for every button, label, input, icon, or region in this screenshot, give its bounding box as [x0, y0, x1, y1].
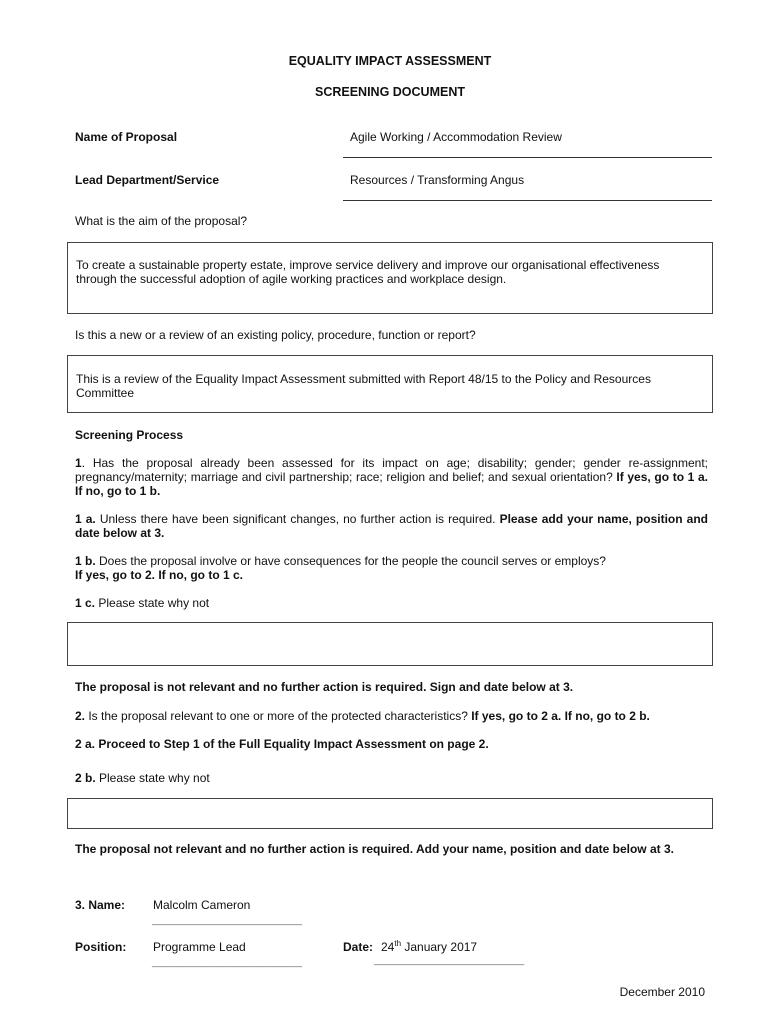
- not-relevant-2-main: The proposal not relevant and no further action is required: [75, 842, 410, 856]
- lead-department-value[interactable]: Resources / Transforming Angus: [350, 173, 525, 187]
- question-1a-text: Unless there have been significant changes, no further action is required.: [95, 512, 500, 526]
- question-2-instruction: If yes, go to 2 a. If no, go to 2 b.: [471, 709, 650, 723]
- question-2a: 2 a. Proceed to Step 1 of the Full Equality Impact Assessment on page 2.: [75, 737, 489, 751]
- question-1b-text: Does the proposal involve or have consequences for the people the council serves or employs?: [95, 554, 606, 568]
- lead-department-underline: [343, 200, 712, 201]
- question-2b-number: 2 b.: [75, 771, 96, 785]
- question-1b-number: 1 b.: [75, 554, 96, 568]
- question-1b-instruction: If yes, go to 2. If no, go to 1 c.: [75, 568, 244, 582]
- question-1c-answer-box[interactable]: [67, 622, 713, 666]
- name-of-proposal-underline: [343, 157, 712, 158]
- question-1b: [75, 554, 708, 582]
- policy-type-answer-box[interactable]: [67, 355, 713, 413]
- question-1c-number: 1 c.: [75, 596, 96, 610]
- question-1: [75, 456, 708, 498]
- signoff-date-label: Date:: [343, 940, 374, 954]
- question-1a-instruction: Please add your name, position and date below at 3.: [75, 512, 709, 540]
- name-of-proposal-label: Name of Proposal: [75, 130, 178, 144]
- question-1c: [75, 596, 209, 610]
- policy-type-question: Is this a new or a review of an existing policy, procedure, function or report?: [75, 328, 476, 342]
- lead-department-label: Lead Department/Service: [75, 173, 220, 187]
- document-subtitle: SCREENING DOCUMENT: [314, 85, 465, 99]
- question-1a: [75, 512, 708, 540]
- signoff-position-underline: ______________________________: [152, 957, 303, 967]
- question-1c-text: Please state why not: [95, 596, 210, 610]
- question-1-number: 1: [75, 456, 82, 470]
- screening-heading: Screening Process: [75, 428, 184, 442]
- signoff-position-label: Position:: [75, 940, 127, 954]
- question-2-number: 2.: [75, 709, 86, 723]
- policy-type-answer-text: This is a review of the Equality Impact Assessment submitted with Report 48/15 to the Policy and Resources Committee: [76, 372, 651, 400]
- signoff-date-value[interactable]: [381, 940, 477, 954]
- question-1-text: . Has the proposal already been assessed for its impact on age; disability; gender; gender re-assignment; pregnancy/maternity; marriage and civil partnership; race; religion and belief; and sexual orientation?: [75, 456, 708, 484]
- name-of-proposal-value[interactable]: Agile Working / Accommodation Review: [350, 130, 562, 144]
- question-1-instruction: If yes, go to 1 a. If no, go to 1 b.: [75, 470, 708, 498]
- document-title: EQUALITY IMPACT ASSESSMENT: [288, 54, 492, 68]
- question-2b-text: Please state why not: [95, 771, 210, 785]
- signoff-position-value[interactable]: Programme Lead: [153, 940, 246, 954]
- not-relevant-2-tail: . Add your name, position and date below at 3.: [409, 842, 674, 856]
- aim-answer-text: To create a sustainable property estate, improve service delivery and improve our organisational effectiveness through the successful adoption of agile working practices and workplace design.: [76, 258, 660, 286]
- signoff-date-suffix: th: [394, 939, 402, 948]
- signoff-name-value[interactable]: Malcolm Cameron: [153, 898, 251, 912]
- signoff-name-label: 3. Name:: [75, 898, 126, 912]
- aim-answer-box[interactable]: [67, 242, 713, 314]
- question-2-text: Is the proposal relevant to one or more of the protected characteristics?: [85, 709, 472, 723]
- question-2b-answer-box[interactable]: [67, 798, 713, 829]
- signoff-date-underline: ______________________________: [374, 955, 525, 965]
- not-relevant-1-main: The proposal is not relevant and no further action is required: [75, 680, 424, 694]
- not-relevant-1-tail: . Sign and date below at 3.: [423, 680, 574, 694]
- not-relevant-statement-2: [75, 842, 708, 856]
- not-relevant-statement-1: [75, 680, 573, 694]
- question-2b: [75, 771, 210, 785]
- signoff-date-rest: January 2017: [401, 940, 478, 954]
- aim-question: What is the aim of the proposal?: [75, 214, 248, 228]
- footer-date: December 2010: [619, 985, 705, 999]
- signoff-name-underline: ______________________________: [152, 915, 303, 925]
- question-2: [75, 709, 650, 723]
- question-1a-number: 1 a.: [75, 512, 96, 526]
- signoff-date-day: 24: [381, 940, 395, 954]
